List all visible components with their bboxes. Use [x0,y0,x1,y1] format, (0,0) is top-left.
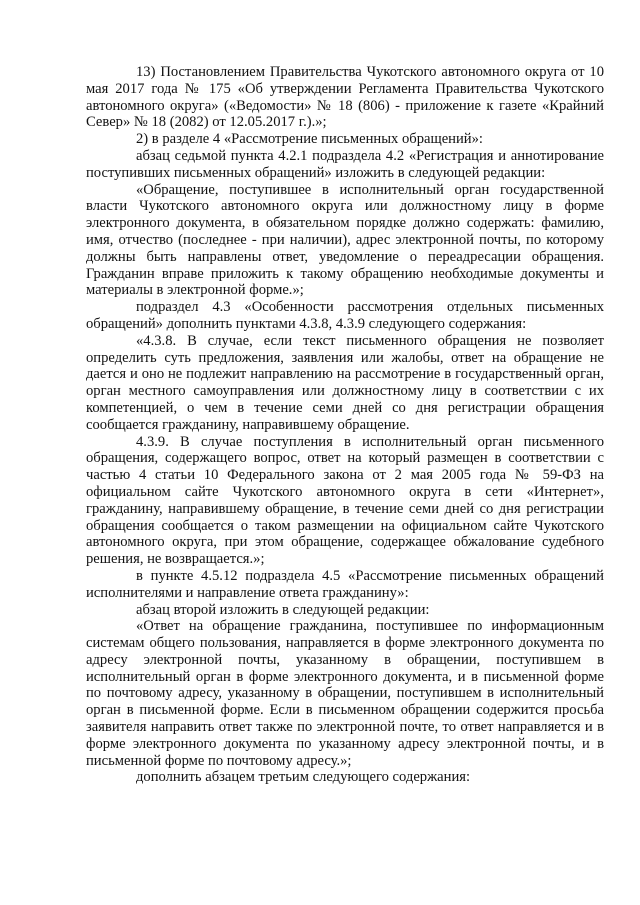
paragraph-4-3-8: «4.3.8. В случае, если текст письменного обращения не позволяет определить суть предложения, заявления или жалобы, ответ на обращение не дается и оно не подлежит направлению на рассмотрение в государственный орган, орган местного самоуправления или должностному лицу в соответствии с их компетенцией, о чем в течение семи дней со дня регистрации обращения сообщается гражданину, направившему обращение. [86,332,604,433]
paragraph-4-2-1-instruction: абзац седьмой пункта 4.2.1 подраздела 4.2 «Регистрация и аннотирование поступивших письменных обращений» изложить в следующей редакции: [86,147,604,181]
document-page [86,64,604,786]
paragraph-electronic-appeal-text: «Обращение, поступившее в исполнительный орган государственной власти Чукотского автономного округа или должностному лицу в форме электронного документа, в обязательном порядке должно содержать: фамилию, имя, отчество (последнее - при наличии), адрес электронной почты, по которому должны быть направлены ответ, уведомление о переадресации обращения. Гражданин вправе приложить к такому обращению необходимые документы и материалы в электронной форме.»; [86,181,604,299]
paragraph-section-4-heading: 2) в разделе 4 «Рассмотрение письменных обращений»: [136,131,483,148]
paragraph-second-abzac-instruction: абзац второй изложить в следующей редакции: [136,601,430,618]
paragraph-4-3-instruction: подраздел 4.3 «Особенности рассмотрения отдельных письменных обращений» дополнить пунктами 4.3.8, 4.3.9 следующего содержания: [86,299,604,332]
paragraph-4-3-9: 4.3.9. В случае поступления в исполнительный орган письменного обращения, содержащего вопрос, ответ на который размещен в соответствии с частью 4 статьи 10 Федерального закона от 2 мая 2005 года № 59-ФЗ на официальном сайте Чукотского автономного округа в сети «Интернет», гражданину, направившему обращение, в течение семи дней со дня регистрации обращения сообщается о таком размещении на официальном сайте Чукотского автономного округа, при этом обращение, содержащее обжалование судебного решения, не возвращается.»; [86,433,604,568]
paragraph-item-13: 13) Постановлением Правительства Чукотского автономного округа от 10 мая 2017 года № 175 «Об утверждении Регламента Правительства Чукотского автономного округа» («Ведомости» № 18 (806) - приложение к газете «Крайний Север» № 18 (2082) от 12.05.2017 г.).»; [86,64,604,131]
paragraph-answer-text: «Ответ на обращение гражданина, поступившее по информационным системам общего пользования, направляется в форме электронного документа по адресу электронной почты, указанному в обращении, поступившем в исполнительный орган в форме электронного документа, и в письменной форме по почтовому адресу, указанному в обращении, поступившем в исполнительный орган в письменной форме. Если в письменном обращении содержится просьба заявителя направить ответ также по электронной почте, то ответ направляется и в форме электронного документа по указанному адресу электронной почты, и в письменной форме по почтовому адресу.»; [86,618,604,769]
paragraph-4-5-12-instruction: в пункте 4.5.12 подраздела 4.5 «Рассмотрение письменных обращений исполнителями и направление ответа гражданину»: [86,567,604,601]
paragraph-third-abzac-instruction: дополнить абзацем третьим следующего содержания: [136,769,471,786]
